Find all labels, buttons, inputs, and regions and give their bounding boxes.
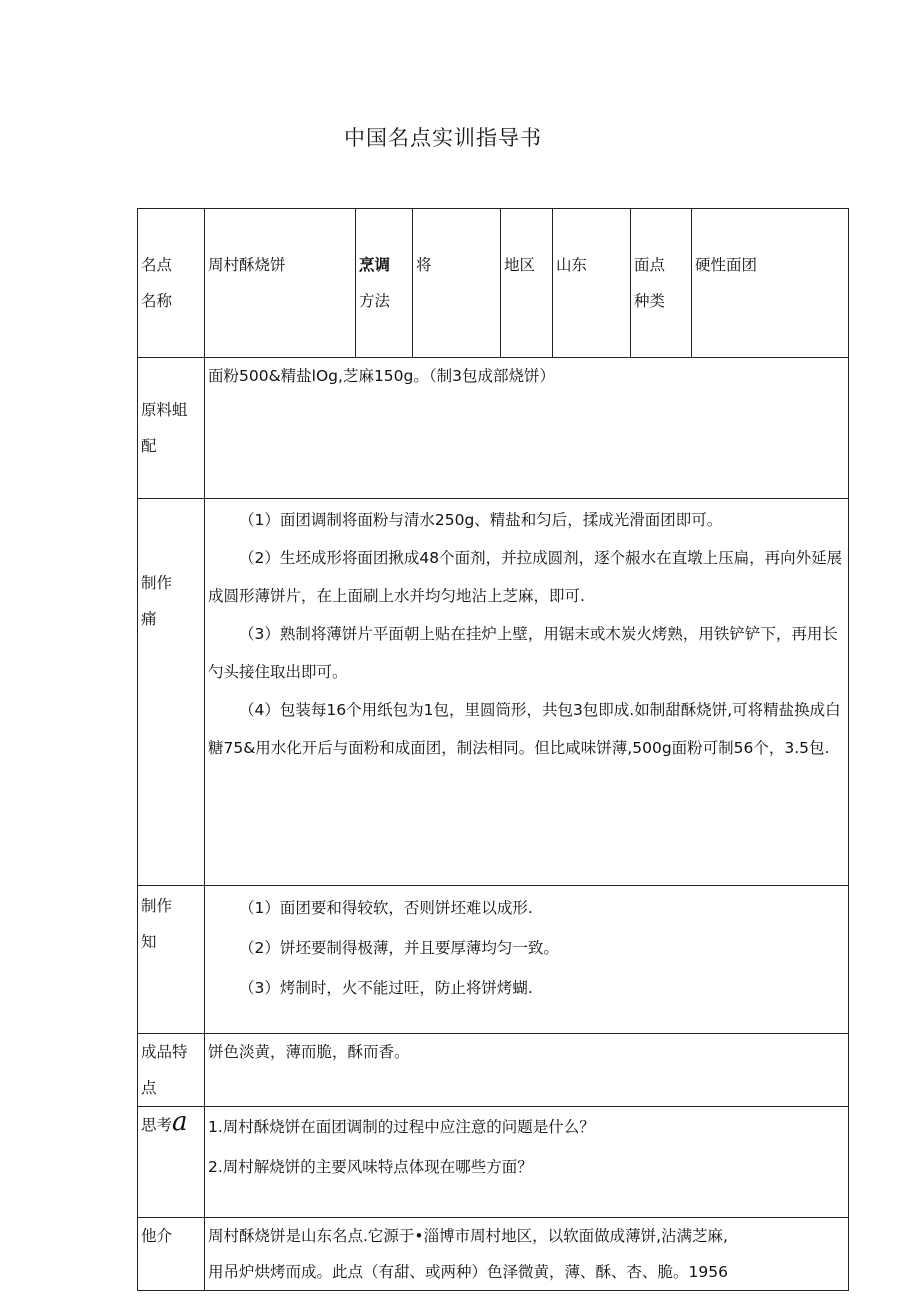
intro-label: 他介 <box>138 1218 205 1291</box>
question-item: 2.周村解烧饼的主要风味特点体现在哪些方面？ <box>208 1158 533 1176</box>
notes-label <box>138 886 205 1034</box>
notes-row <box>138 886 849 1034</box>
process-step: （3）熟制将薄饼片平面朝上贴在挂炉上壁，用锯末或木炭火烤熟，用铁铲铲下，再用长勺头接住取出即可。 <box>208 625 838 681</box>
intro-row <box>138 1218 849 1291</box>
process-label-line-2: 痛 <box>141 610 157 628</box>
questions-label <box>138 1107 205 1218</box>
page-title: 中国名点实训指导书 <box>344 126 542 150</box>
notes-list <box>205 886 849 1034</box>
process-label <box>138 499 205 886</box>
notes-label-line-2: 知 <box>141 933 157 951</box>
questions-label-glyph: a <box>172 1107 188 1137</box>
materials-label-line-1: 原料蛆 <box>141 401 188 419</box>
features-text: 饼色淡黄，薄而脆，酥而香。 <box>205 1034 849 1107</box>
features-row <box>138 1034 849 1107</box>
materials-text: 面粉500&精盐lOg,芝麻150g。（制3包成部烧饼） <box>205 358 849 499</box>
features-label-line-1: 成品特 <box>141 1043 188 1061</box>
process-step: （1）面团调制将面粉与清水250g、精盐和匀后，揉成光滑面团即可。 <box>239 511 723 529</box>
features-label-line-2: 点 <box>141 1079 157 1097</box>
question-item: 1.周村酥烧饼在面团调制的过程中应注意的问题是什么？ <box>208 1118 595 1136</box>
note-item: （3）烤制时，火不能过旺，防止将饼烤蝴. <box>239 979 533 997</box>
materials-label <box>138 358 205 499</box>
materials-row <box>138 358 849 499</box>
pastry-type-value: 硬性面团 <box>692 209 849 358</box>
process-steps <box>205 499 849 886</box>
region-value: 山东 <box>553 209 631 358</box>
dish-name-label-line-1: 名点 <box>141 256 173 274</box>
intro-text-line-1: 周村酥烧饼是山东名点.它源于•淄博市周村地区，以软面做成薄饼,沾满芝麻, <box>208 1227 728 1245</box>
process-step: （4）包装每16个用纸包为1包，里圆筒形，共包3包即成.如制甜酥烧饼,可将精盐换成白糖75&用水化开后与面粉和成面团，制法相同。但比咸味饼薄,500g面粉可制56个，3.5包. <box>208 701 841 757</box>
notes-label-line-1: 制作 <box>141 897 173 915</box>
intro-text <box>205 1218 849 1291</box>
pastry-type-label-line-1: 面点 <box>634 256 666 274</box>
materials-label-line-2: 配 <box>141 437 157 455</box>
process-step: （2）生坯成形将面团揪成48个面剂，并拉成圆剂，逐个赧水在直墩上压扁，再向外延展成圆形薄饼片，在上面刷上水并均匀地沾上芝麻，即可. <box>208 549 843 605</box>
intro-text-line-2: 用吊炉烘烤而成。此点（有甜、或两种）色泽微黄，薄、酥、杏、脆。1956 <box>208 1263 728 1281</box>
pastry-type-label <box>631 209 692 358</box>
header-row <box>138 209 849 358</box>
questions-row <box>138 1107 849 1218</box>
cooking-method-value: 将 <box>413 209 501 358</box>
process-row <box>138 499 849 886</box>
region-label: 地区 <box>501 209 553 358</box>
pastry-type-label-line-2: 种类 <box>634 292 666 310</box>
dish-name-label <box>138 209 205 358</box>
features-label <box>138 1034 205 1107</box>
note-item: （1）面团要和得较软，否则饼坯难以成形. <box>239 899 533 917</box>
cooking-method-label-line-2: 方法 <box>359 292 391 310</box>
dish-name-value: 周村酥烧饼 <box>205 209 356 358</box>
dish-name-label-line-2: 名称 <box>141 292 173 310</box>
cooking-method-label <box>356 209 413 358</box>
questions-label-text: 思考 <box>141 1116 173 1134</box>
note-item: （2）饼坯要制得极薄，并且要厚薄均匀一致。 <box>239 939 559 957</box>
questions-list <box>205 1107 849 1218</box>
training-guide-table <box>137 208 849 1291</box>
cooking-method-label-line-1: 烹调 <box>359 256 391 274</box>
process-label-line-1: 制作 <box>141 574 173 592</box>
